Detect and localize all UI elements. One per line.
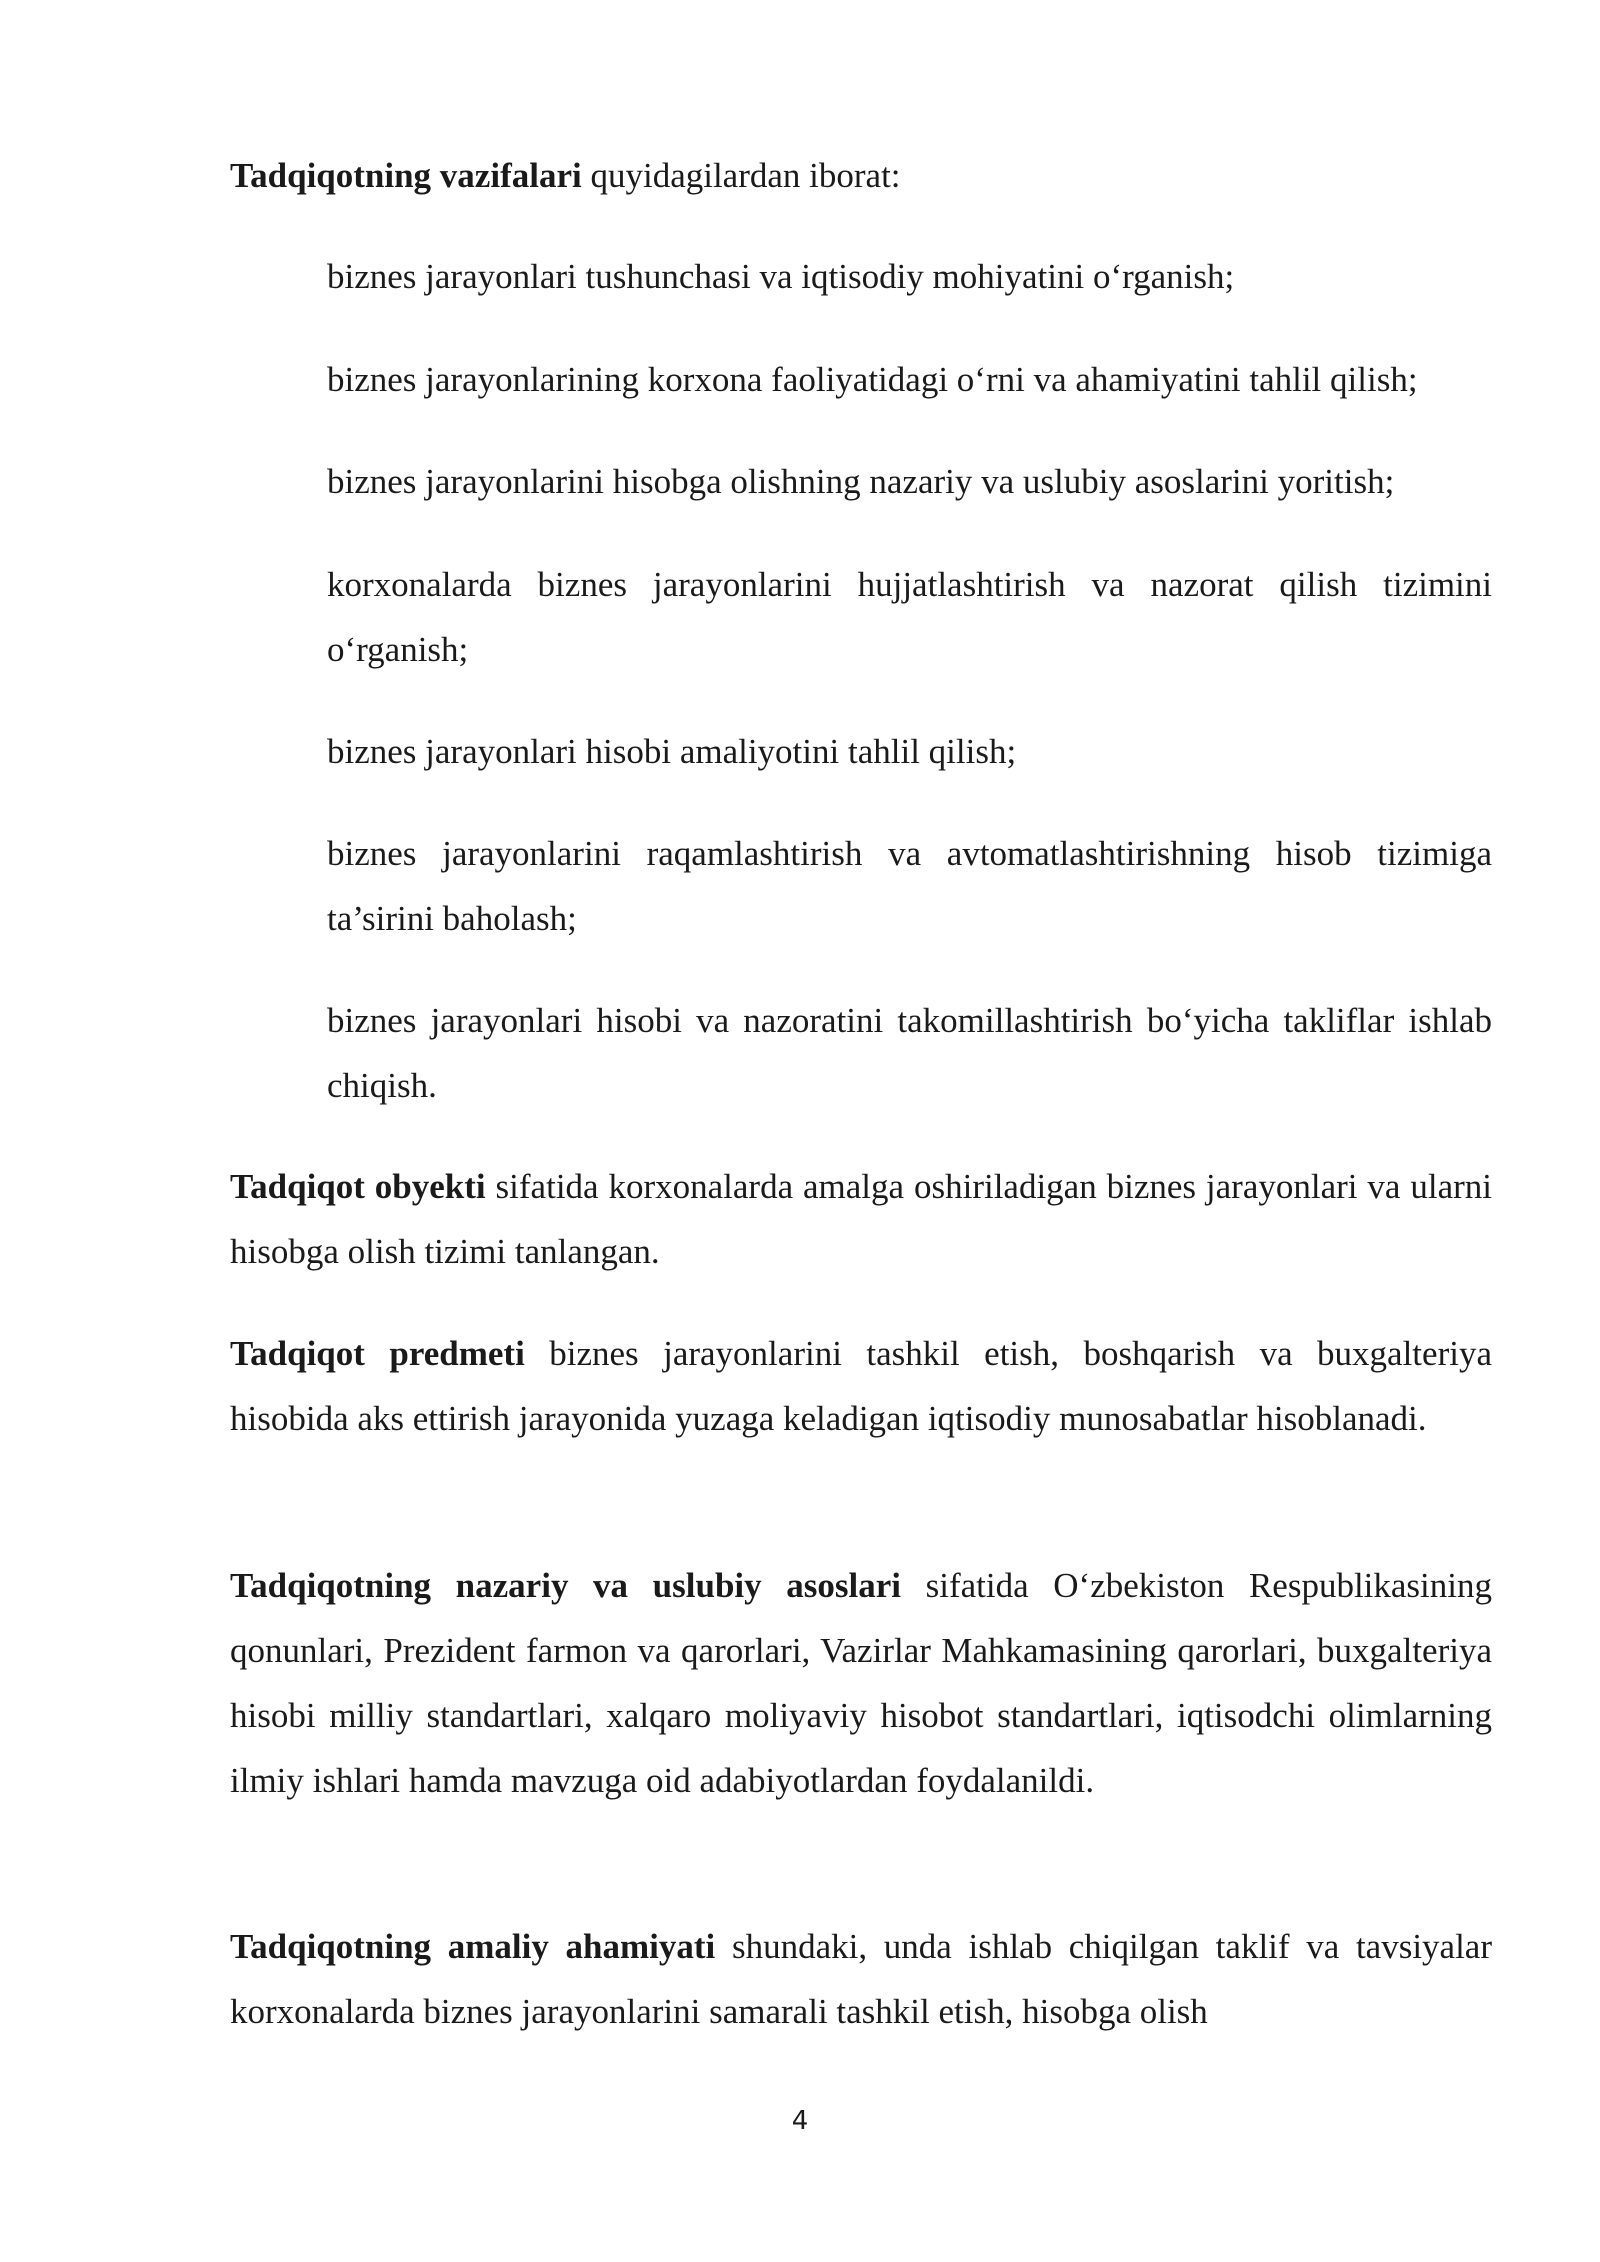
tasks-intro-paragraph (230, 143, 1492, 208)
foundations-text: sifatida O‘zbekiston Respublikasining qonunlari, Prezident farmon va qarorlari, Vazirlar Mahkamasining qarorlari, buxgalteriya hisobi milliy standartlari, xalqaro moliyaviy hisobot standartlari, iqtisodchi olimlarning ilmiy ishlari hamda mavzuga oid adabiyotlardan foydalanildi. (230, 1566, 1493, 1800)
task-item: biznes jarayonlari hisobi va nazoratini takomillashtirish bo‘yicha takliflar ishlab chiqish. (327, 1001, 1492, 1105)
practical-significance-paragraph (230, 1914, 1492, 2044)
practical-significance-text: shundaki, unda ishlab chiqilgan taklif va tavsiyalar korxonalarda biznes jarayonlarini samarali tashkil etish, hisobga olish (230, 1927, 1493, 2031)
tasks-intro-heading: Tadqiqotning vazifalari (230, 156, 582, 195)
practical-significance-heading: Tadqiqotning amaliy ahamiyati (230, 1927, 716, 1966)
tasks-intro-text: quyidagilardan iborat: (581, 156, 901, 195)
research-object-text: sifatida korxonalarda amalga oshiriladigan biznes jarayonlari va ularni hisobga olish tizimi tanlangan. (230, 1167, 1492, 1271)
page-number: 4 (791, 2106, 809, 2136)
task-item: biznes jarayonlarini raqamlashtirish va avtomatlashtirishning hisob tizimiga ta’sirini baholash; (327, 834, 1492, 938)
research-subject-heading: Tadqiqot predmeti (230, 1334, 525, 1373)
task-item: biznes jarayonlari hisobi amaliyotini tahlil qilish; (327, 732, 1017, 771)
research-object-heading: Tadqiqot obyekti (230, 1167, 486, 1206)
task-item: korxonalarda biznes jarayonlarini hujjatlashtirish va nazorat qilish tizimini o‘rganish; (327, 565, 1492, 669)
task-item: biznes jarayonlarini hisobga olishning nazariy va uslubiy asoslarini yoritish; (327, 462, 1395, 501)
research-object-paragraph (230, 1154, 1492, 1284)
task-item: biznes jarayonlari tushunchasi va iqtisodiy mohiyatini o‘rganish; (327, 257, 1235, 296)
foundations-heading: Tadqiqotning nazariy va uslubiy asoslari (230, 1566, 901, 1605)
research-subject-text: biznes jarayonlarini tashkil etish, boshqarish va buxgalteriya hisobida aks ettirish jarayonida yuzaga keladigan iqtisodiy munosabatlar hisoblanadi. (230, 1334, 1492, 1438)
task-item: biznes jarayonlarining korxona faoliyatidagi o‘rni va ahamiyatini tahlil qilish; (327, 360, 1418, 399)
research-subject-paragraph (230, 1321, 1492, 1451)
foundations-paragraph (230, 1553, 1492, 1813)
